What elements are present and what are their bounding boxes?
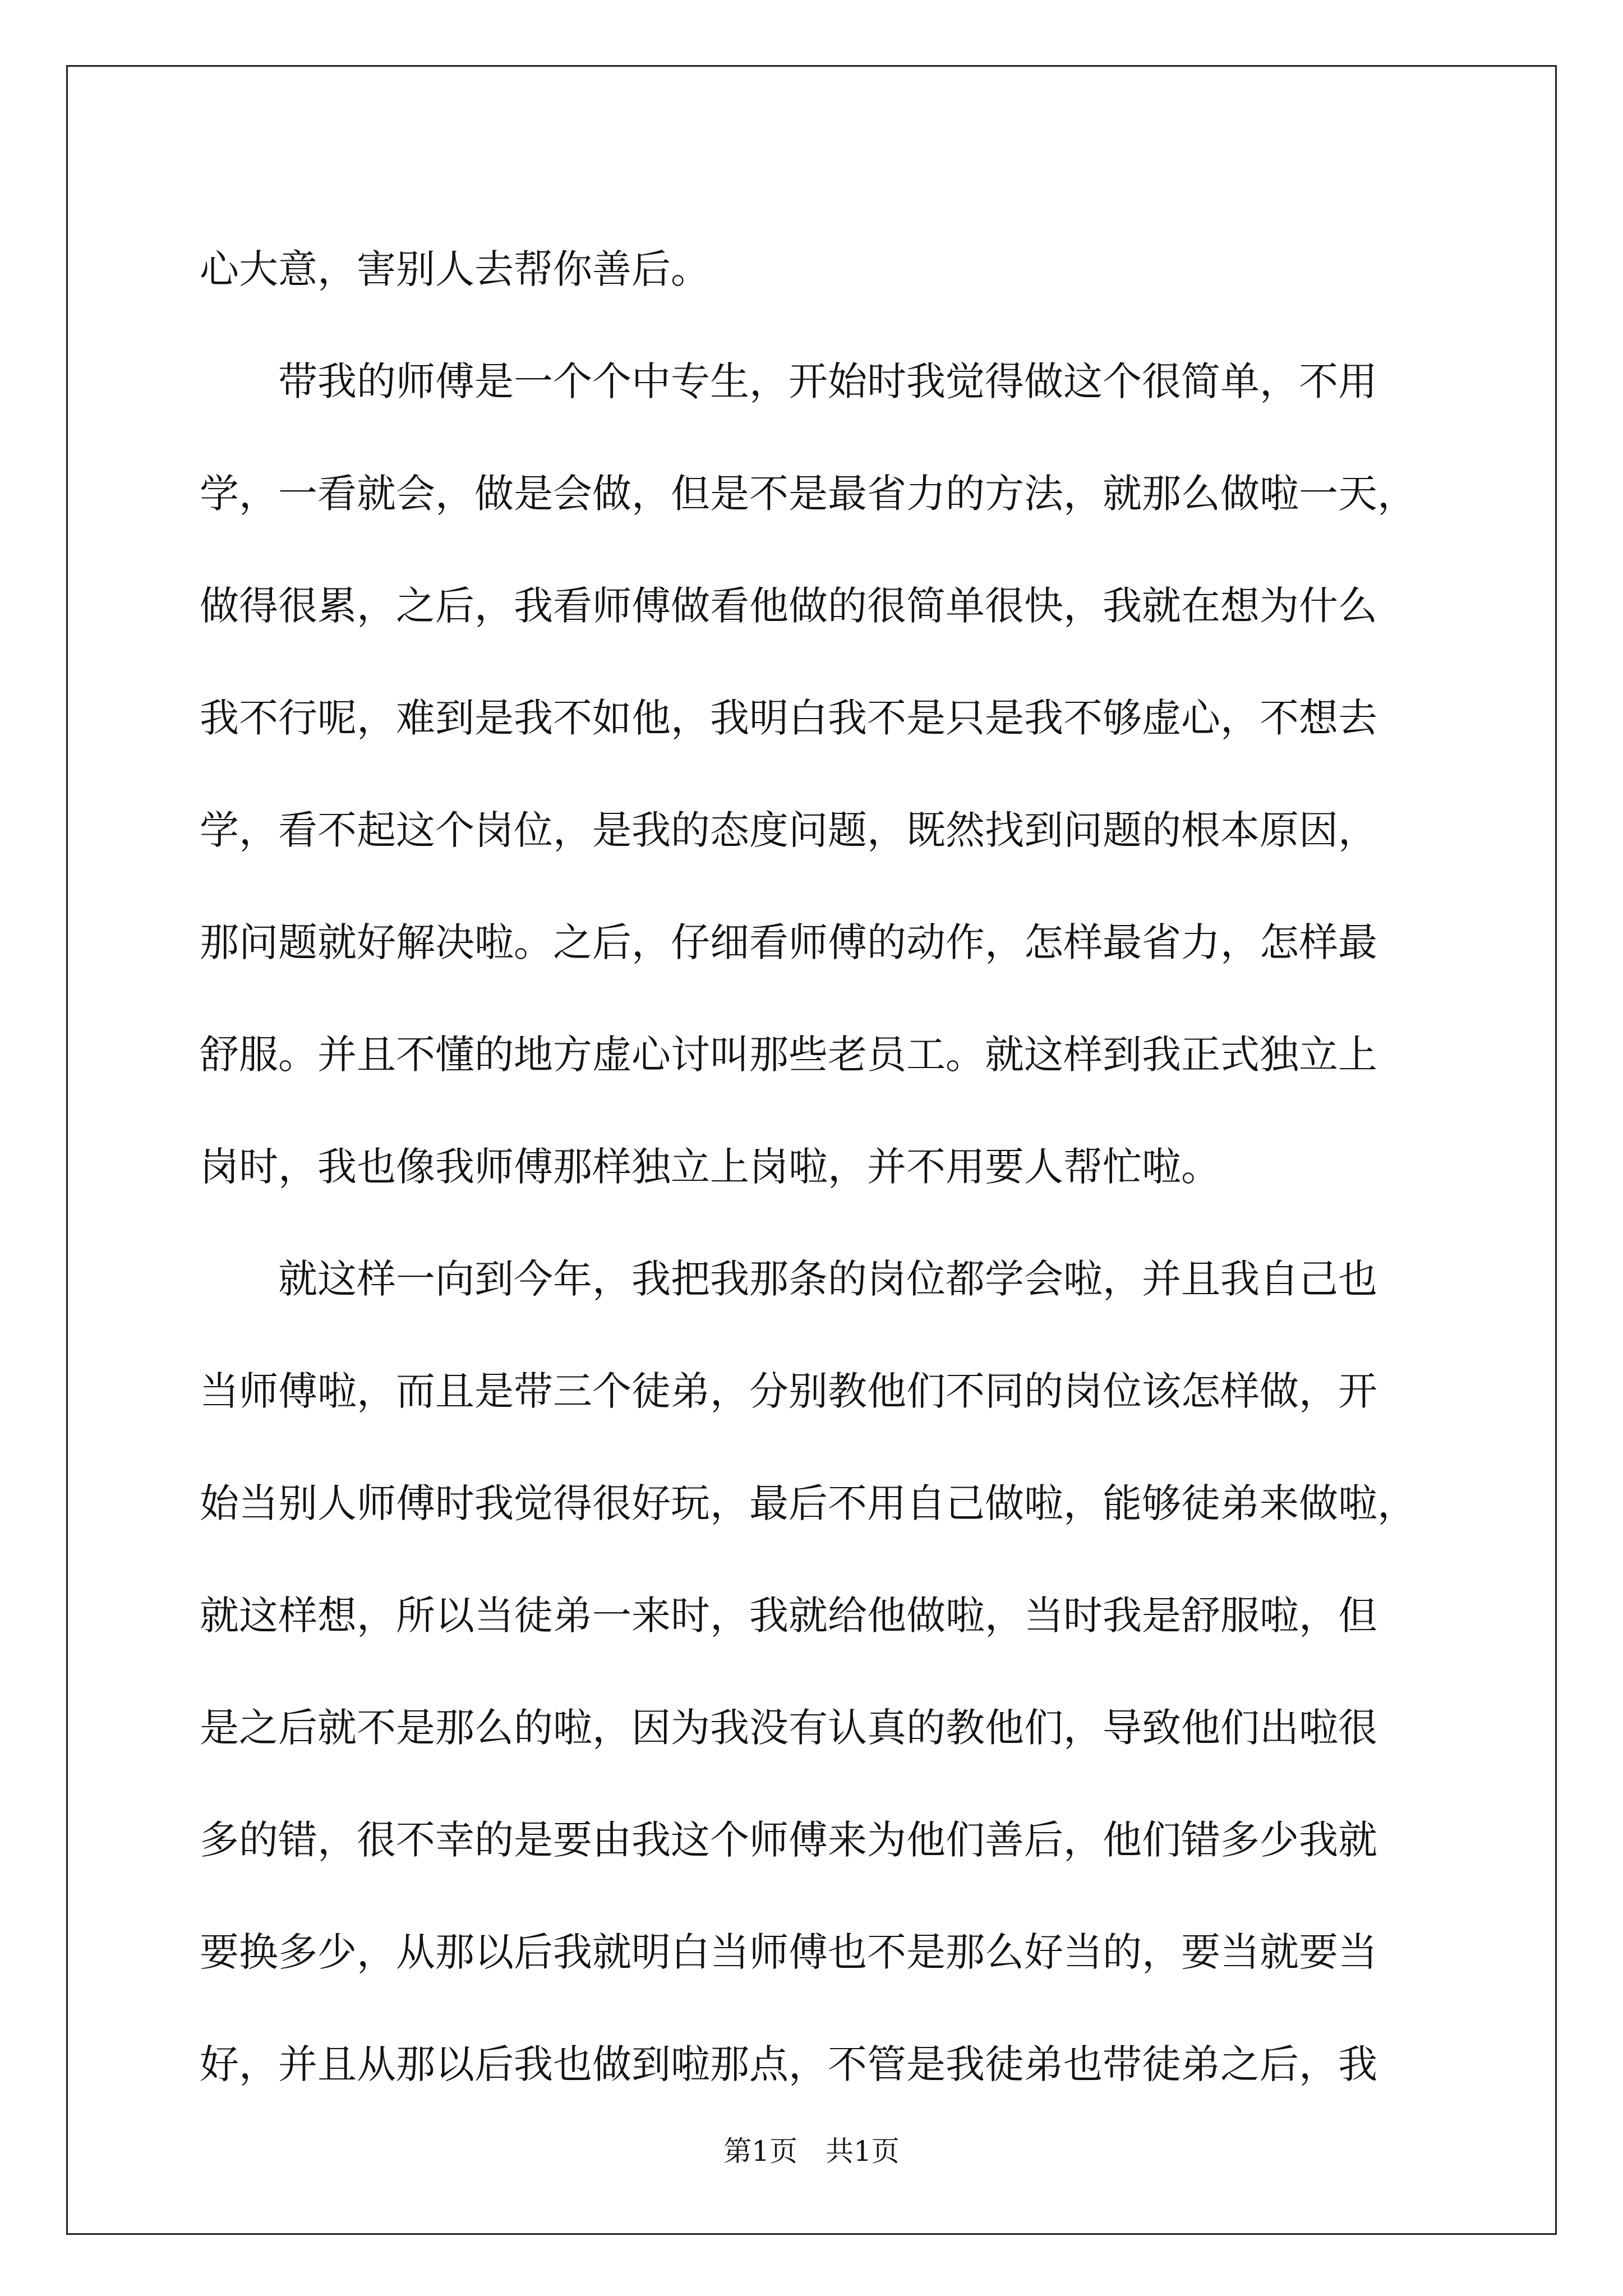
text-line-7: 那问题就好解决啦。之后，仔细看师傅的动作，怎样最省力，怎样最 xyxy=(200,919,1377,965)
text-line-2: 带我的师傅是一个个中专生，开始时我觉得做这个很简单，不用 xyxy=(200,358,1377,404)
text-line-9: 岗时，我也像我师傅那样独立上岗啦，并不用要人帮忙啦。 xyxy=(200,1144,1220,1190)
text-line-16: 要换多少，从那以后我就明白当师傅也不是那么好当的，要当就要当 xyxy=(200,1929,1377,1975)
text-line-8: 舒服。并且不懂的地方虚心讨叫那些老员工。就这样到我正式独立上 xyxy=(200,1032,1377,1078)
text-line-13: 就这样想，所以当徒弟一来时，我就给他做啦，当时我是舒服啦，但 xyxy=(200,1593,1377,1639)
text-line-3: 学，一看就会，做是会做，但是不是最省力的方法，就那么做啦一天， xyxy=(200,471,1417,517)
text-line-14: 是之后就不是那么的啦，因为我没有认真的教他们，导致他们出啦很 xyxy=(200,1705,1377,1751)
page-footer: 第1页 共1页 xyxy=(723,2135,900,2168)
text-line-4: 做得很累，之后，我看师傅做看他做的很简单很快，我就在想为什么 xyxy=(200,583,1377,629)
text-line-10: 就这样一向到今年，我把我那条的岗位都学会啦，并且我自己也 xyxy=(200,1256,1377,1302)
text-line-17: 好，并且从那以后我也做到啦那点，不管是我徒弟也带徒弟之后，我 xyxy=(200,2041,1377,2087)
text-line-6: 学，看不起这个岗位，是我的态度问题，既然找到问题的根本原因， xyxy=(200,807,1377,853)
text-line-5: 我不行呢，难到是我不如他，我明白我不是只是我不够虚心，不想去 xyxy=(200,695,1377,741)
text-line-12: 始当别人师傅时我觉得很好玩，最后不用自己做啦，能够徒弟来做啦， xyxy=(200,1480,1417,1526)
text-line-11: 当师傅啦，而且是带三个徒弟，分别教他们不同的岗位该怎样做，开 xyxy=(200,1368,1377,1414)
text-line-1: 心大意，害别人去帮你善后。 xyxy=(200,246,710,292)
text-line-15: 多的错，很不幸的是要由我这个师傅来为他们善后，他们错多少我就 xyxy=(200,1817,1377,1863)
document-body xyxy=(200,213,1428,2120)
